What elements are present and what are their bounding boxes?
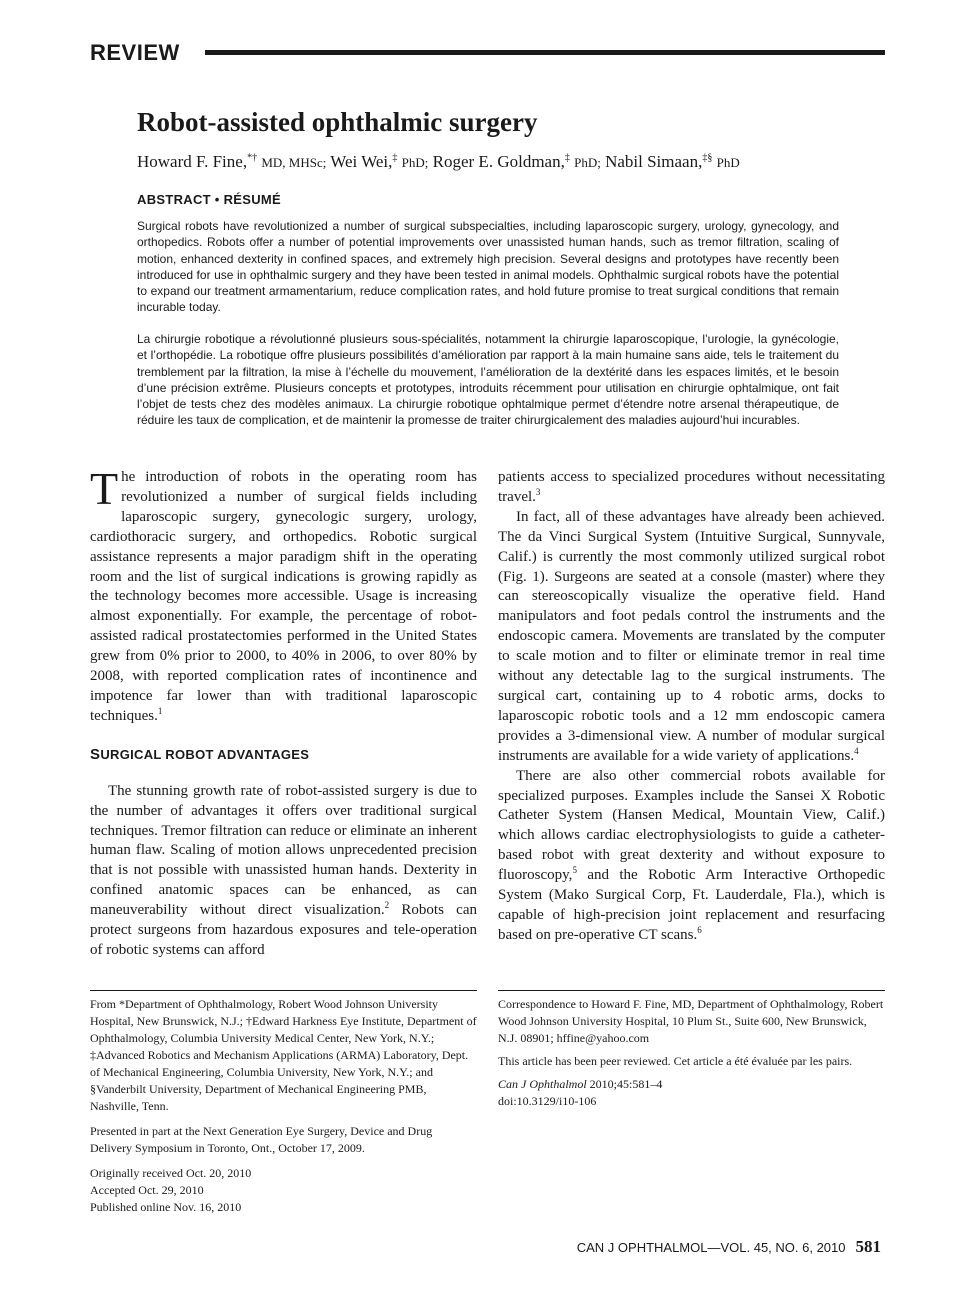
author-affil-mark: ‡ xyxy=(564,152,570,164)
dates-note xyxy=(90,1165,477,1216)
citation-note xyxy=(498,1076,885,1110)
author-degrees: PhD; xyxy=(401,155,429,170)
page-number: 581 xyxy=(855,1237,881,1256)
author-name: Nabil Simaan, xyxy=(605,152,703,171)
reference-marker: 1 xyxy=(157,705,163,716)
author-degrees: MD, MHSc; xyxy=(261,155,327,170)
paragraph-text: Robots can protect surgeons from hazardous exposures and tele-operation of robotic systems can afford xyxy=(90,902,477,958)
body-paragraph xyxy=(498,767,885,946)
header-rule xyxy=(205,50,885,55)
subheading-initial: S xyxy=(90,745,101,763)
affiliations-note: From *Department of Ophthalmology, Robert Wood Johnson University Hospital, New Brunswick, N.J.; †Edward Harkness Eye Institute, Department of Ophthalmology, Columbia University Medical Center, New York, N.Y.; ‡Advanced Robotics and Mechanism Applications (ARMA) Laboratory, Dept. of Mechanical Engineering, Columbia University, New York, N.Y.; and §Vanderbilt University, Department of Mechanical Engineering PMB, Nashville, Tenn. xyxy=(90,997,477,1113)
footnote-rule-right xyxy=(498,990,885,991)
footnotes-left xyxy=(90,996,477,1224)
abstract-english: Surgical robots have revolutionized a number of surgical subspecialties, including laparoscopic surgery, urology, gynecology, and orthopedics. Robots offer a number of potential improvements over unassisted human hands, such as tremor filtration, scaling of motion, enhanced dexterity in confined spaces, and extremely high precision. Several designs and prototypes have recently been introduced for use in ophthalmic surgery and they have been tested in animal models. Ophthalmic surgical robots have the potential to expand our treatment armamentarium, reduce complication rates, and hold future promise to treat surgical conditions that remain incurable today. xyxy=(137,219,839,315)
abstract-heading: ABSTRACT • RÉSUMÉ xyxy=(137,192,281,207)
author-name: Wei Wei, xyxy=(330,152,393,171)
received-date: Originally received Oct. 20, 2010 xyxy=(90,1166,252,1180)
presented-note: Presented in part at the Next Generation Eye Surgery, Device and Drug Delivery Symposium in Toronto, Ont., October 17, 2009. xyxy=(90,1124,433,1155)
footnote-rule-left xyxy=(90,990,477,991)
body-paragraph-continued xyxy=(498,468,885,508)
intro-paragraph xyxy=(90,463,477,727)
author-affil-mark: *† xyxy=(247,152,258,164)
body-column-right xyxy=(498,468,885,946)
reference-marker: 3 xyxy=(535,486,541,497)
section-label: REVIEW xyxy=(90,40,180,65)
reference-marker: 2 xyxy=(384,900,390,911)
published-date: Published online Nov. 16, 2010 xyxy=(90,1200,242,1214)
body-paragraph xyxy=(498,508,885,767)
reference-marker: 5 xyxy=(572,865,577,876)
peer-review-note: This article has been peer reviewed. Cet article a été évaluée par les pairs. xyxy=(498,1054,853,1068)
paragraph-text: The stunning growth rate of robot-assisted surgery is due to the number of advantages it offers over traditional surgical techniques. Tremor filtration can reduce or eliminate an inherent human flaw. Scaling of motion allows unprecedented precision that is not possible with unassisted human hands. Dexterity in confined anatomic spaces can be enhanced, as can maneuverability without direct visualization. xyxy=(90,782,477,919)
section-subheading xyxy=(90,745,477,765)
author-list xyxy=(137,152,740,172)
subheading-text: URGICAL ROBOT ADVANTAGES xyxy=(100,746,310,762)
footer-journal: CAN J OPHTHALMOL—VOL. 45, NO. 6, 2010 xyxy=(576,1240,846,1255)
citation-journal: Can J Ophthalmol xyxy=(498,1077,587,1091)
paragraph-text: patients access to specialized procedures without necessitating travel. xyxy=(498,469,885,505)
reference-marker: 4 xyxy=(854,745,859,756)
article-title: Robot-assisted ophthalmic surgery xyxy=(137,107,538,137)
author-affil-mark: ‡ xyxy=(392,152,398,164)
intro-text: he introduction of robots in the operating room has revolutionized a number of surgical fields including laparoscopic surgery, gynecologic surgery, urology, cardiothoracic surgery, and orthopedics. Robotic surgical assistance represents a major paradigm shift in the operating room and the list of surgical indications is growing rapidly as the technology becomes more accessible. Usage is increasing almost exponentially. For example, the percentage of robot-assisted radical prostatectomies performed in the United States grew from 0% prior to 2000, to 40% in 2006, to over 80% by 2008, with reported complication rates of incontinence and impotence far lower than with traditional laparoscopic techniques. xyxy=(90,469,477,724)
author-affil-mark: ‡§ xyxy=(702,152,713,164)
body-column-left xyxy=(90,463,477,961)
footnotes-right xyxy=(498,996,885,1116)
author-name: Roger E. Goldman, xyxy=(432,152,565,171)
paragraph-text: There are also other commercial robots available for specialized purposes. Examples include the Sansei X Robotic Catheter System (Hansen Medical, Mountain View, Calif.) which allows cardiac electrophysiologists to guide a catheter-based robot with great dexterity and without exposure to fluoroscopy, xyxy=(498,767,885,884)
author-degrees: PhD xyxy=(716,155,740,170)
accepted-date: Accepted Oct. 29, 2010 xyxy=(90,1183,204,1197)
reference-marker: 6 xyxy=(697,924,702,935)
citation-volume: 2010;45:581–4 xyxy=(586,1077,663,1091)
paragraph-text: In fact, all of these advantages have already been achieved. The da Vinci Surgical System (Intuitive Surgical, Sunnyvale, Calif.) is currently the most commonly utilized surgical robot (Fig. 1). Surgeons are seated at a console (master) where they can stereoscopically visualize the operative field. Hand manipulators and foot pedals control the instruments and the endoscopic camera. Movements are translated by the computer to scale motion and to filter or eliminate tremor in real time without any detectable lag to the surgical instruments. The surgical cart, containing up to 4 robotic arms, docks to laparoscopic robotic tools and a 12 mm endoscopic camera provides a 3-dimensional view. A number of modular surgical instruments are available for a wide variety of applications. xyxy=(498,508,885,764)
page-footer xyxy=(577,1237,881,1257)
author-name: Howard F. Fine, xyxy=(137,152,248,171)
paragraph-text: and the Robotic Arm Interactive Orthopedic System (Mako Surgical Corp, Ft. Lauderdale, Fla.), which is capable of high-precision joint replacement and resurfacing based on pre-operative CT scans. xyxy=(498,867,885,943)
doi: doi:10.3129/i10-106 xyxy=(498,1094,597,1108)
drop-cap: T xyxy=(90,463,119,514)
body-paragraph xyxy=(90,782,477,961)
author-degrees: PhD; xyxy=(574,155,601,170)
correspondence-note: Correspondence to Howard F. Fine, MD, Department of Ophthalmology, Robert Wood Johnson University Hospital, 10 Plum St., Suite 600, New Brunswick, N.J. 08901; hffine@yahoo.com xyxy=(498,997,884,1045)
abstract-french: La chirurgie robotique a révolutionné plusieurs sous-spécialités, notamment la chirurgie laparoscopique, l’urologie, la gynécologie, et l’orthopédie. La robotique offre plusieurs possibilités d’amélioration par rapport à la main humaine sans aide, tels le traitement du tremblement par la filtration, la mise à l’échelle du mouvement, l’amélioration de la dextérité dans les espaces limités, et le besoin d’une précision extrême. Plusieurs concepts et prototypes, introduits récemment pour utilisation en chirurgie ophtalmique, ont fait l’objet de tests chez des modèles animaux. La chirurgie robotique ophtalmique permet d’étendre notre arsenal thérapeutique, de réduire les taux de complication, et de maintenir la promesse de traiter chirurgicalement des maladies aujourd’hui incurables. xyxy=(137,332,839,428)
